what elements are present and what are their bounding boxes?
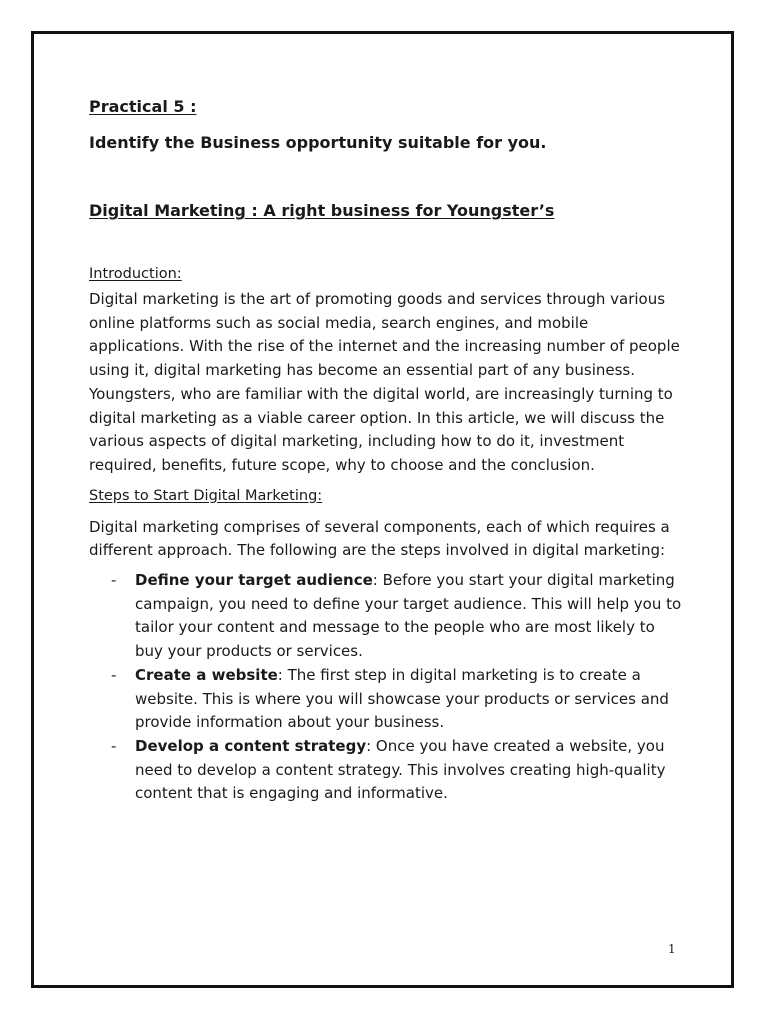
practical-title: Practical 5 : <box>89 97 197 116</box>
list-item-term: Define your target audience <box>135 571 373 590</box>
main-heading: Digital Marketing : A right business for Youngster’s <box>89 201 555 220</box>
introduction-heading: Introduction: <box>89 266 182 282</box>
list-dash: - <box>111 665 117 684</box>
list-item-text: : Before you start your digital marketing campaign, you need to define your target audience. This will help you to tailor your content and message to the people who are most likely to buy your products or services. <box>135 571 682 661</box>
steps-heading: Steps to Start Digital Marketing: <box>89 487 323 504</box>
list-item-text: : Once you have created a website, you need to develop a content strategy. This involves creating high-quality content that is engaging and informative. <box>135 736 666 803</box>
document-subtitle: Identify the Business opportunity suitable for you. <box>89 133 547 152</box>
document-body <box>89 94 684 806</box>
page-number: 1 <box>668 942 676 956</box>
list-item <box>89 735 684 806</box>
steps-list <box>89 569 684 806</box>
list-item-text: : The first step in digital marketing is to create a website. This is where you will showcase your products or services and provide information about your business. <box>135 665 669 732</box>
list-item-term: Develop a content strategy <box>135 736 367 755</box>
list-dash: - <box>111 736 117 755</box>
steps-paragraph: Digital marketing comprises of several components, each of which requires a different approach. The following are the steps involved in digital marketing: <box>89 517 670 560</box>
list-dash: - <box>111 571 117 590</box>
introduction-paragraph: Digital marketing is the art of promoting goods and services through various online platforms such as social media, search engines, and mobile applications. With the rise of the internet and the increasing number of people using it, digital marketing has become an essential part of any business. Youngsters, who are familiar with the digital world, are increasingly turning to digital marketing as a viable career option. In this article, we will discuss the various aspects of digital marketing, including how to do it, investment required, benefits, future scope, why to choose and the conclusion. <box>89 290 680 474</box>
list-item <box>89 664 684 735</box>
list-item-term: Create a website <box>135 665 278 684</box>
list-item <box>89 569 684 664</box>
